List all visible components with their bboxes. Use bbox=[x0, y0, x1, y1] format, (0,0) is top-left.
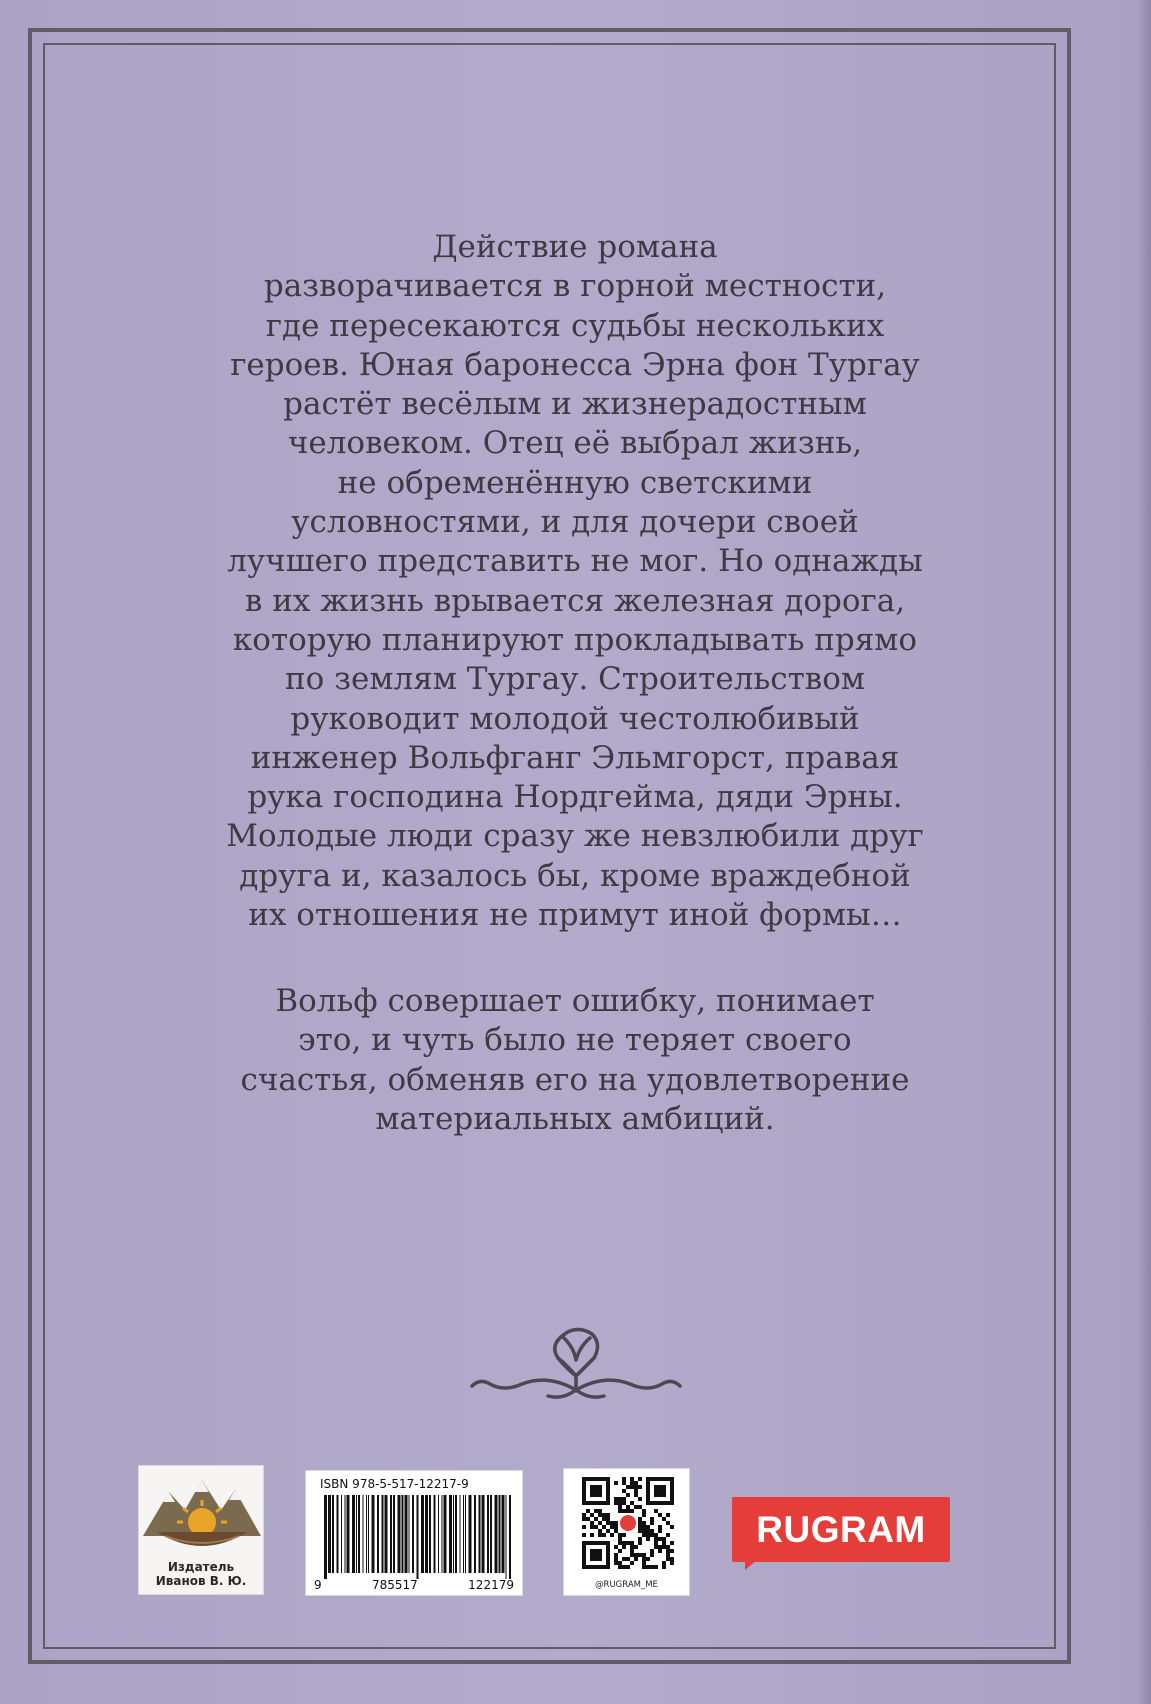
qr-caption: @RUGRAM_ME bbox=[595, 1580, 658, 1590]
blurb-line: руководит молодой честолюбивый bbox=[290, 700, 860, 737]
blurb-line: которую планируют прокладывать прямо bbox=[232, 621, 918, 658]
spine-shadow bbox=[1137, 0, 1151, 1704]
mountain-sun-boat-icon bbox=[139, 1466, 265, 1562]
barcode-digits bbox=[314, 1578, 514, 1592]
publisher-name bbox=[139, 1560, 263, 1588]
qr-code-icon bbox=[564, 1471, 691, 1581]
blurb-line: рука господина Нордгейма, дяди Эрны. bbox=[247, 779, 903, 816]
blurb-line: где пересекаются судьбы нескольких bbox=[265, 307, 885, 344]
barcode-digits-mid: 785517 bbox=[372, 1578, 418, 1592]
isbn-barcode bbox=[305, 1470, 523, 1596]
blurb-line: человеком. Отец её выбрал жизнь, bbox=[287, 425, 863, 462]
rose-ornament-icon bbox=[452, 1318, 700, 1418]
isbn-label: ISBN 978-5-517-12217-9 bbox=[320, 1477, 469, 1491]
blurb-line: инженер Вольфганг Эльмгорст, правая bbox=[250, 739, 900, 776]
blurb-paragraph-1 bbox=[180, 228, 970, 935]
blurb-line: их отношения не примут иной формы… bbox=[248, 897, 902, 934]
rugram-logo-notch bbox=[745, 1560, 757, 1570]
blurb-line: в их жизнь врывается железная дорога, bbox=[244, 582, 906, 619]
barcode-digits-last: 122179 bbox=[468, 1578, 514, 1592]
blurb-line: счастья, обменяв его на удовлетворение bbox=[240, 1061, 910, 1098]
blurb-line: Действие романа bbox=[432, 229, 718, 265]
publisher-logo bbox=[138, 1465, 264, 1595]
publisher-name-line-2: Иванов В. Ю. bbox=[155, 1574, 247, 1588]
qr-code[interactable] bbox=[563, 1468, 690, 1596]
blurb-line: по землям Тургау. Строительством bbox=[284, 661, 866, 698]
blurb-paragraph-2 bbox=[180, 982, 970, 1139]
blurb-line: не обременённую светскими bbox=[337, 464, 813, 501]
blurb-line: разворачивается в горной местности, bbox=[263, 268, 887, 305]
publisher-name-line-1: Издатель bbox=[167, 1560, 235, 1574]
blurb-line: Вольф совершает ошибку, понимает bbox=[275, 983, 875, 1019]
blurb-line: лучшего представить не мог. Но однажды bbox=[227, 543, 923, 580]
rugram-logo: RUGRAM bbox=[732, 1497, 950, 1562]
blurb-line: условностями, и для дочери своей bbox=[291, 504, 859, 541]
blurb-line: Молодые люди сразу же невзлюбили друг bbox=[226, 818, 924, 855]
blurb-line: героев. Юная баронесса Эрна фон Тургау bbox=[230, 346, 920, 383]
barcode-digit-first: 9 bbox=[314, 1578, 322, 1592]
blurb-line: это, и чуть было не теряет своего bbox=[298, 1022, 852, 1059]
blurb-line: материальных амбиций. bbox=[375, 1100, 775, 1137]
blurb-line: растёт весёлым и жизнерадостным bbox=[283, 386, 867, 423]
blurb-line: друга и, казалось бы, кроме враждебной bbox=[239, 857, 911, 894]
